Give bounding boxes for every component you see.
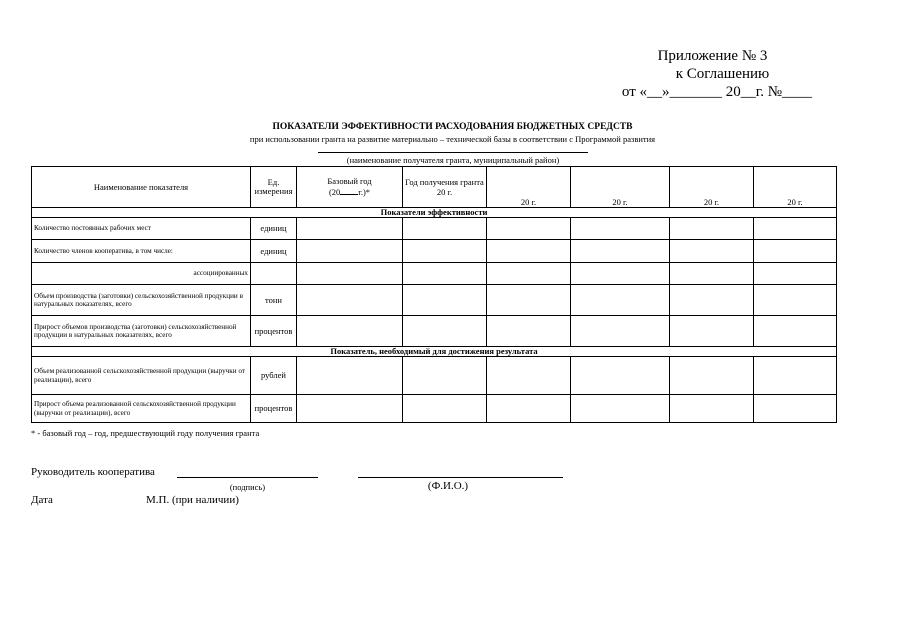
indicator-name-cell: Прирост объема реализованной сельскохозяйственной продукции (выручки от реализации), всего	[32, 395, 251, 423]
value-input-cell[interactable]	[670, 357, 754, 395]
section-row-efficiency	[32, 208, 837, 218]
value-input-cell[interactable]	[297, 240, 403, 263]
header-year-2	[571, 167, 670, 208]
document-subtitle: при использовании гранта на развитие материально – технической базы в соответствии с Программой развития	[249, 134, 656, 144]
value-input-cell[interactable]	[670, 316, 754, 347]
indicators-table	[31, 166, 837, 423]
unit-cell: процентов	[251, 395, 297, 423]
value-input-cell[interactable]	[297, 357, 403, 395]
indicator-name-cell: Количество членов кооператива, в том числе:	[32, 240, 251, 263]
stamp-label: М.П. (при наличии)	[146, 494, 239, 506]
unit-cell	[251, 263, 297, 285]
grant-year-value: 20 г.	[436, 186, 453, 197]
value-input-cell[interactable]	[403, 357, 487, 395]
header-unit: Ед. измерения	[251, 167, 297, 208]
base-year-fill	[340, 186, 358, 195]
indicator-name-cell: ассоциированных	[32, 263, 251, 285]
header-base-year	[297, 167, 403, 208]
recipient-fill-line	[318, 152, 588, 153]
value-input-cell[interactable]	[487, 395, 571, 423]
year-3-label: 20 г.	[703, 197, 720, 207]
value-input-cell[interactable]	[297, 218, 403, 240]
value-input-cell[interactable]	[670, 395, 754, 423]
value-input-cell[interactable]	[487, 285, 571, 316]
header-row	[32, 167, 837, 208]
appendix-agreement: к Соглашению	[675, 66, 770, 82]
value-input-cell[interactable]	[670, 218, 754, 240]
value-input-cell[interactable]	[571, 285, 670, 316]
appendix-date-number: от «__»_______ 20__г. №____	[621, 84, 813, 100]
table-row	[32, 285, 837, 316]
section-row-result	[32, 347, 837, 357]
unit-cell: тонн	[251, 285, 297, 316]
header-year-3	[670, 167, 754, 208]
value-input-cell[interactable]	[297, 263, 403, 285]
header-grant-year	[403, 167, 487, 208]
value-input-cell[interactable]	[571, 240, 670, 263]
value-input-cell[interactable]	[754, 263, 837, 285]
value-input-cell[interactable]	[754, 240, 837, 263]
value-input-cell[interactable]	[487, 263, 571, 285]
section-result-title: Показатель, необходимый для достижения результата	[32, 347, 837, 357]
value-input-cell[interactable]	[487, 240, 571, 263]
value-input-cell[interactable]	[487, 357, 571, 395]
table-row	[32, 240, 837, 263]
value-input-cell[interactable]	[487, 316, 571, 347]
table-row	[32, 263, 837, 285]
base-year-label: Базовый год	[327, 176, 372, 186]
signature-caption: (подпись)	[229, 482, 266, 492]
table-row	[32, 316, 837, 347]
value-input-cell[interactable]	[403, 316, 487, 347]
year-4-label: 20 г.	[787, 197, 803, 207]
section-efficiency-title: Показатели эффективности	[32, 208, 837, 218]
value-input-cell[interactable]	[754, 316, 837, 347]
value-input-cell[interactable]	[297, 316, 403, 347]
header-indicator-name: Наименование показателя	[32, 167, 251, 208]
value-input-cell[interactable]	[571, 316, 670, 347]
value-input-cell[interactable]	[297, 395, 403, 423]
value-input-cell[interactable]	[487, 218, 571, 240]
fio-line[interactable]	[358, 477, 563, 478]
table-row	[32, 357, 837, 395]
value-input-cell[interactable]	[670, 285, 754, 316]
fio-caption: (Ф.И.О.)	[427, 480, 469, 492]
header-year-4	[754, 167, 837, 208]
footnote: * - базовый год – год, предшествующий году получения гранта	[31, 428, 260, 438]
indicator-name-cell: Количество постоянных рабочих мест	[32, 218, 251, 240]
unit-cell: единиц	[251, 218, 297, 240]
header-year-1	[487, 167, 571, 208]
appendix-number: Приложение № 3	[657, 48, 768, 64]
value-input-cell[interactable]	[754, 285, 837, 316]
value-input-cell[interactable]	[403, 285, 487, 316]
value-input-cell[interactable]	[403, 263, 487, 285]
indicator-name-cell: Объем реализованной сельскохозяйственной продукции (выручки от реализации), всего	[32, 357, 251, 395]
value-input-cell[interactable]	[297, 285, 403, 316]
recipient-caption: (наименование получателя гранта, муниципальный район)	[346, 155, 560, 165]
value-input-cell[interactable]	[571, 218, 670, 240]
unit-cell: рублей	[251, 357, 297, 395]
value-input-cell[interactable]	[403, 218, 487, 240]
indicator-name-cell: Объем производства (заготовки) сельскохозяйственной продукции в натуральных показателях, всего	[32, 285, 251, 316]
base-year-prefix: (20	[328, 187, 341, 197]
signature-line[interactable]	[177, 477, 318, 478]
unit-cell: процентов	[251, 316, 297, 347]
document-title: ПОКАЗАТЕЛИ ЭФФЕКТИВНОСТИ РАСХОДОВАНИЯ БЮДЖЕТНЫХ СРЕДСТВ	[272, 122, 633, 132]
value-input-cell[interactable]	[403, 240, 487, 263]
indicator-name-cell: Прирост объемов производства (заготовки) сельскохозяйственной продукции в натуральных показателях, всего	[32, 316, 251, 347]
value-input-cell[interactable]	[571, 263, 670, 285]
table-row	[32, 218, 837, 240]
value-input-cell[interactable]	[754, 395, 837, 423]
value-input-cell[interactable]	[571, 395, 670, 423]
value-input-cell[interactable]	[754, 357, 837, 395]
value-input-cell[interactable]	[670, 240, 754, 263]
unit-cell: единиц	[251, 240, 297, 263]
year-2-label: 20 г.	[612, 197, 628, 207]
date-label: Дата	[31, 494, 53, 506]
value-input-cell[interactable]	[571, 357, 670, 395]
value-input-cell[interactable]	[403, 395, 487, 423]
grant-year-label: Год получения гранта	[405, 176, 484, 187]
value-input-cell[interactable]	[670, 263, 754, 285]
table-row	[32, 395, 837, 423]
head-of-cooperative-label: Руководитель кооператива	[31, 466, 155, 478]
year-1-label: 20 г.	[520, 197, 537, 207]
value-input-cell[interactable]	[754, 218, 837, 240]
base-year-suffix: г.)*	[358, 187, 371, 197]
